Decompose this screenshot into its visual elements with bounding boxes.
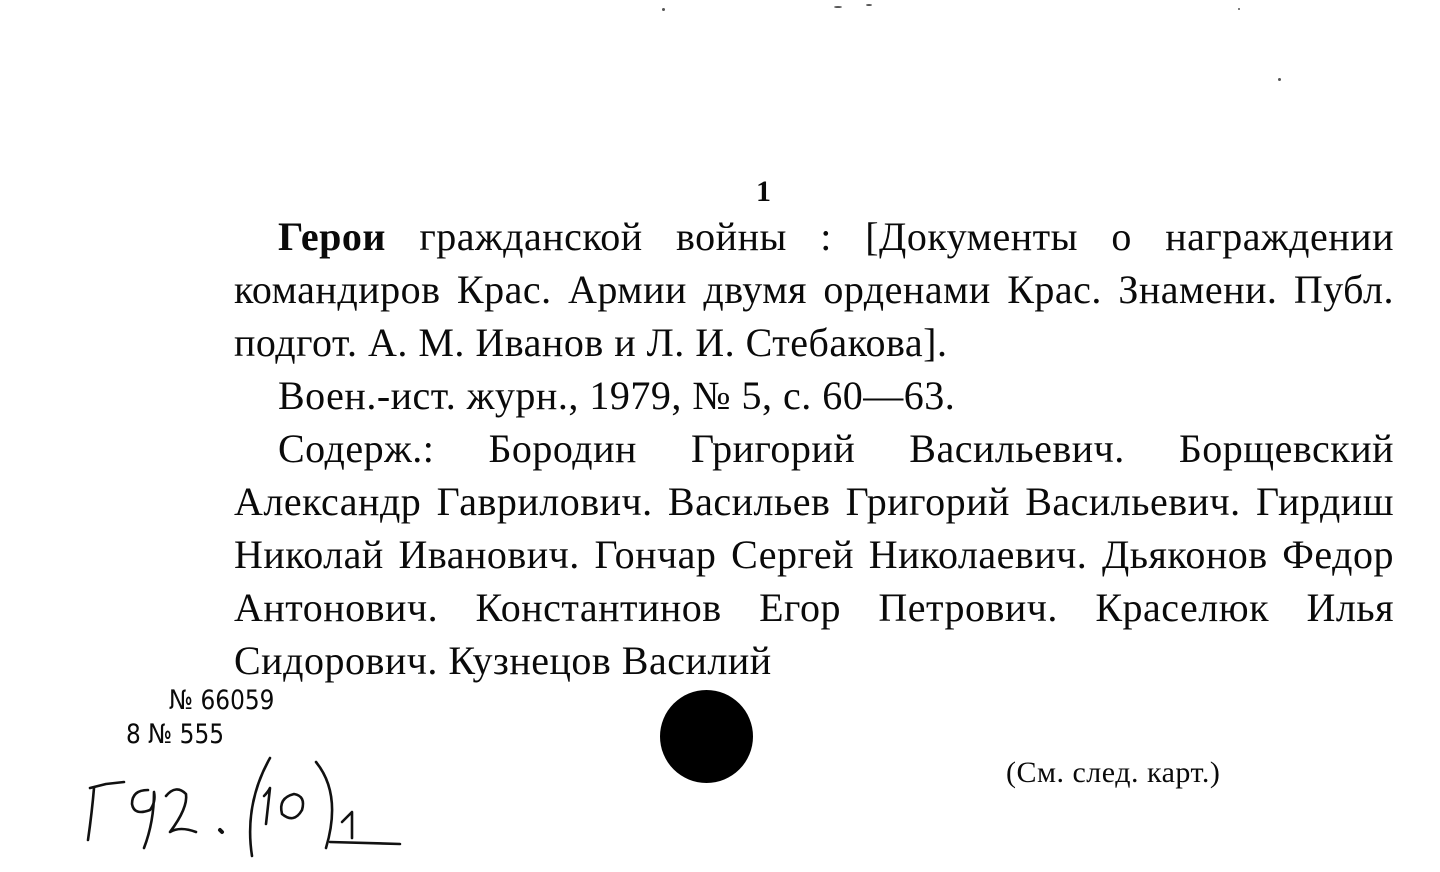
scan-speck [662,8,665,11]
call-numbers [126,684,274,752]
entry-description [234,210,1394,369]
continuation-note: (См. след. карт.) [1006,756,1221,789]
inventory-number: № 66059 [169,685,275,716]
entry-source: Воен.-ист. журн., 1979, № 5, с. 60—63. [278,373,956,418]
entry-title-rest: гражданской войны : [Документы о награждении командиров Крас. Армии двумя орденами Крас. Знамени. Публ. подгот. А. М. Иванов и Л. И. Стебакова]. [234,214,1394,365]
scan-speck [866,4,872,6]
scan-speck [1238,8,1240,10]
bibliographic-entry [234,210,1394,687]
handwritten-shelfmark-drawing [84,752,414,862]
handwritten-shelfmark [84,752,414,862]
scan-speck [834,6,842,8]
entry-contents: Содерж.: Бородин Григорий Васильевич. Борщевский Александр Гаврилович. Васильев Григорий Васильевич. Гирдиш Николай Иванович. Гончар Сергей Николаевич. Дьяконов Федор Антонович. Константинов Егор Петрович. Краселюк Илья Сидорович. Кузнецов Василий [234,426,1394,683]
scan-speck [1278,78,1281,81]
entry-title-word: Герои [278,214,386,259]
punch-hole [660,690,753,783]
series-number: 8 № 555 [126,719,225,750]
card-number: 1 [756,175,771,208]
